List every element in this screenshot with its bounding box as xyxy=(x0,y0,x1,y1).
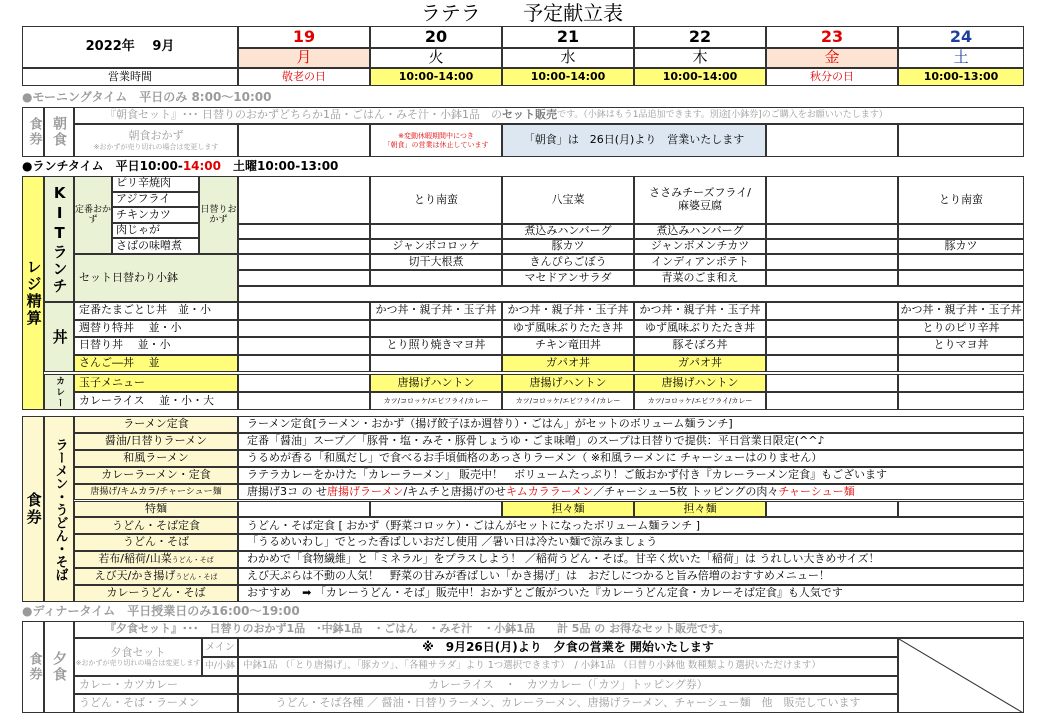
daily-main-dish: とり南蛮 xyxy=(898,176,1024,224)
kobachi-cell xyxy=(370,270,502,286)
don-row-label: 日替り丼 並・小 xyxy=(74,337,238,355)
don-cell xyxy=(766,337,898,355)
noodle-desc: うるめが香る「和風だし」で食べるお手頃価格のあっさりラーメン（ ※和風ラーメンに チャーシューはのりません） xyxy=(238,450,1024,467)
noodle-label-text: うどん・そば定食 xyxy=(112,518,200,532)
noodle-label-text: 和風ラーメン xyxy=(123,450,189,464)
teiban-item: アジフライ xyxy=(112,192,199,208)
dinner-main-label: メイン xyxy=(202,638,238,657)
noodle-desc xyxy=(238,484,1024,501)
tokumen-cell xyxy=(898,501,1024,518)
day-hours: 秋分の日 xyxy=(766,68,898,86)
day-weekday: 月 xyxy=(238,48,370,68)
daily-sub-dish: ジャンボコロッケ xyxy=(370,239,502,254)
kit-lunch-label: KITランチ xyxy=(44,176,74,302)
daily-sub-dish: ジャンボメンチカツ xyxy=(634,239,766,254)
noodle-row-label xyxy=(74,568,238,585)
daily-main-dish xyxy=(238,176,370,224)
page-title xyxy=(0,0,1044,26)
don-cell xyxy=(766,302,898,320)
kobachi-cell xyxy=(238,254,370,270)
dinner-notice: ※ 9月26日(月)より 夕食の営業を 開始いたします xyxy=(238,638,898,657)
daily-main-dish: 八宝菜 xyxy=(502,176,634,224)
don-label: 丼 xyxy=(44,302,74,372)
noodle-desc: えび天ぷらは不動の人気！ 野菜の甘みが香ばしい「かき揚げ」は おだしにつかると旨み倍増のおすすめメニュー！ xyxy=(238,568,1024,585)
kobachi-cell xyxy=(766,270,898,286)
morning-notice: ※変動休暇期間中につき 「朝食」の営業は休止しています xyxy=(370,124,502,157)
tokumen-cell xyxy=(766,501,898,518)
noodle-row-label xyxy=(74,551,238,568)
daily-sub-dish xyxy=(898,224,1024,239)
curry-cell xyxy=(238,374,370,392)
daily-sub-dish xyxy=(238,224,370,239)
don-cell: ガパオ丼 xyxy=(502,355,634,373)
noodle-row-label xyxy=(74,501,238,518)
noodle-row-label xyxy=(74,467,238,484)
noodle-label-text: 醤油/日替りラーメン xyxy=(104,434,208,448)
noodle-ticket-label: 食券 xyxy=(22,416,44,602)
don-row-label: 定番たまごとじ丼 並・小 xyxy=(74,302,238,320)
daily-sub-dish xyxy=(370,224,502,239)
noodle-desc: 定番「醤油」スープ／「豚骨・塩・みそ・豚骨しょうゆ・ごま味噌」のスープは日替りで提供：平日営業日限定(^^♪ xyxy=(238,433,1024,450)
don-cell: かつ丼・親子丼・玉子丼 xyxy=(898,302,1024,320)
noodle-label-suffix: うどん・そば xyxy=(175,572,218,581)
register-label: レジ精算 xyxy=(22,176,44,410)
daily-sub-dish: 豚カツ xyxy=(898,239,1024,254)
higawari-label: 日替りおかず xyxy=(199,176,238,254)
day-weekday: 木 xyxy=(634,48,766,68)
noodle-desc: ラーメン定食[ラーメン・おかず（揚げ餃子ほか週替り）・ごはん」がセットのボリューム麺ランチ] xyxy=(238,416,1024,433)
don-cell: かつ丼・親子丼・玉子丼 xyxy=(502,302,634,320)
noodle-desc-part: 唐揚げ3コ の せ xyxy=(247,484,327,498)
dinner-noodle-desc: うどん・そば各種 ／ 醤油・日替りラーメン、カレーラーメン、唐揚げラーメン、チャーシュー麺 他 販売しています xyxy=(238,694,898,713)
noodle-label-text: カレーうどん・そば xyxy=(106,586,206,600)
noodle-label-suffix: うどん・そば xyxy=(171,555,214,564)
dinner-ticket-label: 食券 xyxy=(22,621,44,713)
noodle-label-text: ラーメン定食 xyxy=(123,417,189,431)
noodle-label-text: 唐揚げ/キムカラ/チャーシュー麺 xyxy=(90,486,222,497)
dinner-noodle-label: うどん・そば・ラーメン xyxy=(74,694,238,713)
kobachi-cell: マセドアンサラダ xyxy=(502,270,634,286)
day-weekday: 水 xyxy=(502,48,634,68)
tokumen-cell: 担々麺 xyxy=(634,501,766,518)
noodle-label-text: 若布/稲荷/山菜 xyxy=(98,552,172,566)
lunch-heading: ●ランチタイム 平日10:00- 14:00 土曜10:00-13:00 xyxy=(22,159,339,174)
day-date: 23 xyxy=(766,26,898,48)
curry-cell: カツ/コロッケ/エビフライ/カレー xyxy=(370,392,502,410)
noodle-row-label xyxy=(74,433,238,450)
noodle-desc-part: チャーシュー麺 xyxy=(778,484,855,498)
morning-okazu: 朝食おかず ※おかずが売り切れの場合は変更します xyxy=(74,124,238,157)
tokumen-cell: 担々麺 xyxy=(502,501,634,518)
morning-label: 朝食 xyxy=(44,107,74,157)
menu-title: 予定献立表 xyxy=(523,1,624,25)
day-hours: 10:00-13:00 xyxy=(898,68,1024,86)
day-hours: 10:00-14:00 xyxy=(502,68,634,86)
don-row-label: さんご―丼 並 xyxy=(74,355,238,373)
morning-ticket-label: 食券 xyxy=(22,107,44,157)
kobachi-cell: きんぴらごぼう xyxy=(502,254,634,270)
teiban-label: 定番おかず xyxy=(74,176,112,254)
noodle-label-text: えび天/かき揚げ xyxy=(94,569,176,583)
don-cell: かつ丼・親子丼・玉子丼 xyxy=(370,302,502,320)
kobachi-cell xyxy=(766,254,898,270)
noodle-desc: うどん・そば定食 [ おかず（野菜コロッケ）・ごはんがセットになったボリューム麺ランチ ] xyxy=(238,517,1024,534)
curry-cell xyxy=(898,392,1024,410)
diagonal-line xyxy=(899,639,1024,713)
curry-cell: 唐揚げハントン xyxy=(502,374,634,392)
don-cell: かつ丼・親子丼・玉子丼 xyxy=(634,302,766,320)
year-month: 2022年 9月 xyxy=(22,26,238,68)
day-weekday: 土 xyxy=(898,48,1024,68)
don-cell: とりのピリ辛丼 xyxy=(898,320,1024,338)
don-cell: ゆず風味ぶりたたき丼 xyxy=(502,320,634,338)
day-date: 24 xyxy=(898,26,1024,48)
day-weekday: 火 xyxy=(370,48,502,68)
curry-row-label: カレーライス 並・小・大 xyxy=(74,392,238,410)
teiban-item: ピリ辛焼肉 xyxy=(112,176,199,192)
curry-cell xyxy=(898,374,1024,392)
day-date: 20 xyxy=(370,26,502,48)
noodle-row-label xyxy=(74,450,238,467)
don-cell: とりマヨ丼 xyxy=(898,337,1024,355)
hours-label: 営業時間 xyxy=(22,68,238,86)
daily-sub-dish: 煮込みハンバーグ xyxy=(502,224,634,239)
don-cell xyxy=(238,355,370,373)
dinner-curry-label: カレー・カツカレー xyxy=(74,676,238,694)
don-cell xyxy=(370,320,502,338)
day-date: 21 xyxy=(502,26,634,48)
curry-cell xyxy=(238,392,370,410)
don-cell xyxy=(766,320,898,338)
day-date: 22 xyxy=(634,26,766,48)
restaurant-name: ラテラ xyxy=(420,1,481,25)
don-cell: ゆず風味ぶりたたき丼 xyxy=(634,320,766,338)
dinner-heading: ●ディナータイム 平日授業日のみ16:00～19:00 xyxy=(22,604,300,619)
don-cell: とり照り焼きマヨ丼 xyxy=(370,337,502,355)
morning-fri xyxy=(766,124,898,157)
kobachi-cell: 青菜のごま和え xyxy=(634,270,766,286)
don-cell xyxy=(766,355,898,373)
noodle-row-label xyxy=(74,534,238,551)
noodle-row-label xyxy=(74,517,238,534)
daily-main-dish: とり南蛮 xyxy=(370,176,502,224)
daily-sub-dish xyxy=(238,239,370,254)
dinner-mid-label: 中/小鉢 xyxy=(202,657,238,676)
day-hours: 敬老の日 xyxy=(238,68,370,86)
don-cell xyxy=(370,355,502,373)
daily-sub-dish: 煮込みハンバーグ xyxy=(634,224,766,239)
don-cell: 豚そぼろ丼 xyxy=(634,337,766,355)
dinner-label: 夕食 xyxy=(44,621,74,713)
don-cell xyxy=(238,302,370,320)
morning-heading: ●モーニングタイム 平日のみ 8:00～10:00 xyxy=(22,90,272,105)
dinner-saturday-closed xyxy=(898,638,1024,713)
dinner-mid-desc: 中鉢1品 （「とり唐揚げ」、「豚カツ」、「各種サラダ」より 1つ選択できます） / 小鉢1品 （日替り小鉢他 数種類より選択いただけます） xyxy=(238,657,898,676)
noodle-row-label xyxy=(74,484,238,501)
noodle-label-text: 特麺 xyxy=(145,501,167,515)
dinner-curry-desc: カレーライス ・ カツカレー（「カツ」トッピング券） xyxy=(238,676,898,694)
curry-cell xyxy=(766,392,898,410)
noodle-desc: ラテラカレーをかけた「カレーラーメン」 販売中！ ボリュームたっぷり！ご飯おかず付き『カレーラーメン定食』もございます xyxy=(238,467,1024,484)
don-cell: チキン竜田丼 xyxy=(502,337,634,355)
noodle-label-text: カレーラーメン・定食 xyxy=(101,467,211,481)
noodle-desc: 「うるめいわし」でとった香ばしいおだし使用 ／暑い日は冷たい麺で涼みましょう xyxy=(238,534,1024,551)
curry-cell: カツ/コロッケ/エビフライ/カレー xyxy=(502,392,634,410)
noodle-label-text: うどん・そば xyxy=(123,535,189,549)
kobachi-cell xyxy=(898,270,1024,286)
don-cell: ガパオ丼 xyxy=(634,355,766,373)
daily-main-dish xyxy=(766,176,898,224)
day-hours: 10:00-14:00 xyxy=(370,68,502,86)
noodle-row-label xyxy=(74,416,238,433)
kobachi-cell xyxy=(898,254,1024,270)
noodle-desc-part: キムカララーメン xyxy=(505,484,594,498)
morning-set-desc: 『朝食セット』･･･ 日替りのおかずどちらか1品・ごはん・みそ汁・小鉢1品 の セット販売 です。（小鉢はもう1品追加できます。別途[小鉢券]のご購入をお願いいたします） xyxy=(74,107,1024,124)
menu-sheet xyxy=(22,26,1024,716)
don-cell xyxy=(238,320,370,338)
daily-sub-dish: 豚カツ xyxy=(502,239,634,254)
kobachi-cell: インディアンポテト xyxy=(634,254,766,270)
kobachi-label: セット日替わり小鉢 xyxy=(74,254,238,302)
day-weekday: 金 xyxy=(766,48,898,68)
day-hours: 10:00-14:00 xyxy=(634,68,766,86)
tokumen-cell xyxy=(370,501,502,518)
morning-mon xyxy=(238,124,370,157)
noodle-desc-part: 唐揚げラーメン xyxy=(327,484,404,498)
noodle-desc: おすすめ ➡ 「カレーうどん・そば」販売中！おかずとご飯がついた『カレーうどん定食・カレーそば定食』も人気です xyxy=(238,585,1024,602)
curry-row-label: 玉子メニュー xyxy=(74,374,238,392)
don-cell xyxy=(898,355,1024,373)
teiban-item: チキンカツ xyxy=(112,207,199,223)
curry-cell: カツ/コロッケ/エビフライ/カレー xyxy=(634,392,766,410)
daily-sub-dish xyxy=(766,224,898,239)
daily-sub-dish xyxy=(766,239,898,254)
kobachi-cell xyxy=(238,270,370,286)
day-date: 19 xyxy=(238,26,370,48)
noodle-group-label: ラーメン・うどん・そば xyxy=(44,416,74,602)
don-row-label: 週替り特丼 並・小 xyxy=(74,320,238,338)
don-cell xyxy=(238,337,370,355)
daily-main-dish: ささみチーズフライ/ 麻婆豆腐 xyxy=(634,176,766,224)
curry-cell: 唐揚げハントン xyxy=(634,374,766,392)
kit-spacer-row xyxy=(238,286,1024,302)
noodle-desc-part: /キムチと唐揚げのせ xyxy=(403,484,506,498)
tokumen-cell xyxy=(238,501,370,518)
kobachi-cell: 切干大根煮 xyxy=(370,254,502,270)
noodle-desc-part: ／チャーシュー5枚 トッピングの肉々 xyxy=(593,484,779,498)
noodle-desc: わかめで「食物繊維」と「ミネラル」をプラスしよう！ ／稲荷うどん・そば。甘辛く炊いた「稲荷」は うれしい大きめサイズ！ xyxy=(238,551,1024,568)
teiban-item: 肉じゃが xyxy=(112,223,199,239)
dinner-set-desc: 『夕食セット』･･･ 日替りのおかず1品 ･中鉢1品 ・ごはん ・みそ汁 ・小鉢1品 計 5品 の お得なセット販売です。 xyxy=(74,621,1024,638)
curry-cell: 唐揚げハントン xyxy=(370,374,502,392)
curry-label: カレー xyxy=(44,374,74,410)
curry-cell xyxy=(766,374,898,392)
morning-resume: 「朝食」は 26日(月)より 営業いたします xyxy=(502,124,766,157)
teiban-item: さばの味噌煮 xyxy=(112,238,199,254)
morning-sat xyxy=(898,124,1024,157)
dinner-set-label: 夕食セット ※おかずが売り切れの場合は変更します xyxy=(74,638,202,676)
noodle-row-label xyxy=(74,585,238,602)
